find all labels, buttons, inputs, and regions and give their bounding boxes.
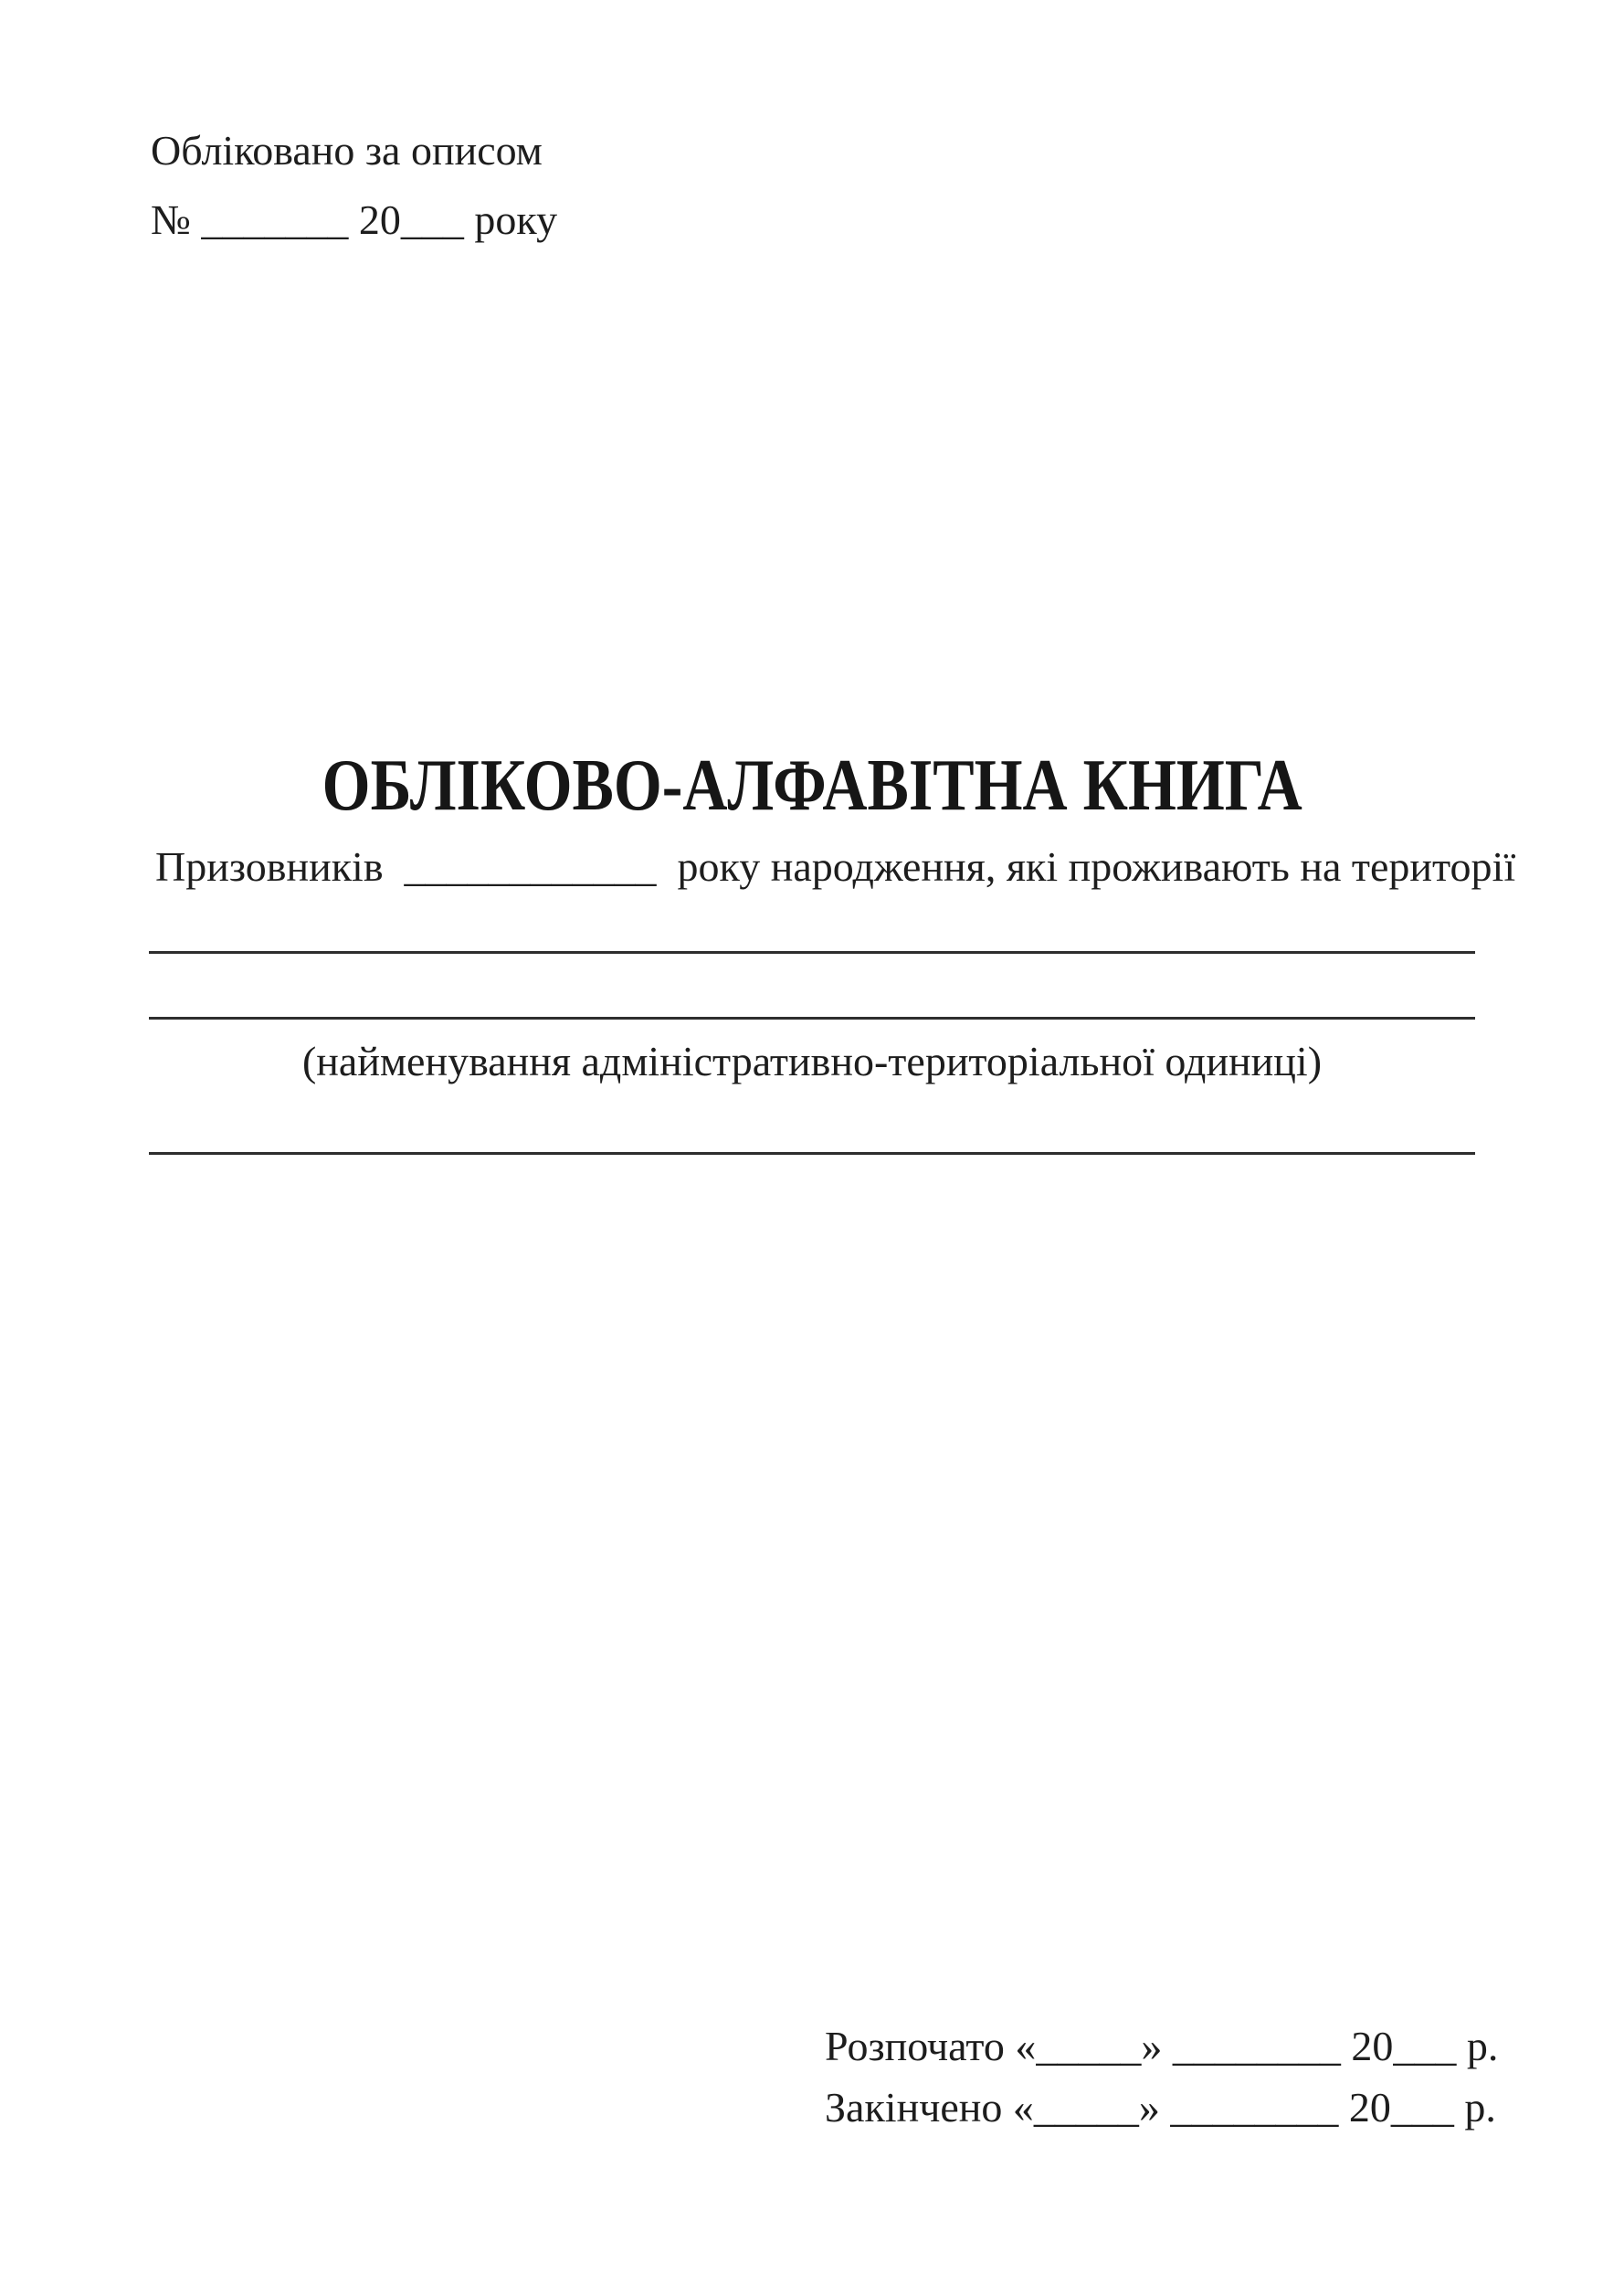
finished-date-line: Закінчено «_____» ________ 20___ р.	[825, 2084, 1496, 2131]
registration-note-line1: Обліковано за описом	[151, 127, 543, 174]
blank-fill-line-1	[149, 951, 1475, 954]
registration-note-number-line: № _______ 20___ року	[151, 196, 558, 243]
territorial-unit-caption: (найменування адміністративно-територіальної одиниці)	[301, 1038, 1323, 1084]
page-title	[0, 745, 1624, 826]
blank-fill-line-3	[149, 1152, 1475, 1155]
subtitle-conscripts-line: Призовників ____________ року народження, які проживають на території	[155, 843, 1516, 890]
blank-fill-line-2	[149, 1017, 1475, 1020]
started-date-line: Розпочато «_____» ________ 20___ р.	[825, 2023, 1499, 2069]
page-title-text: ОБЛІКОВО-АЛФАВІТНА КНИГА	[322, 745, 1302, 826]
